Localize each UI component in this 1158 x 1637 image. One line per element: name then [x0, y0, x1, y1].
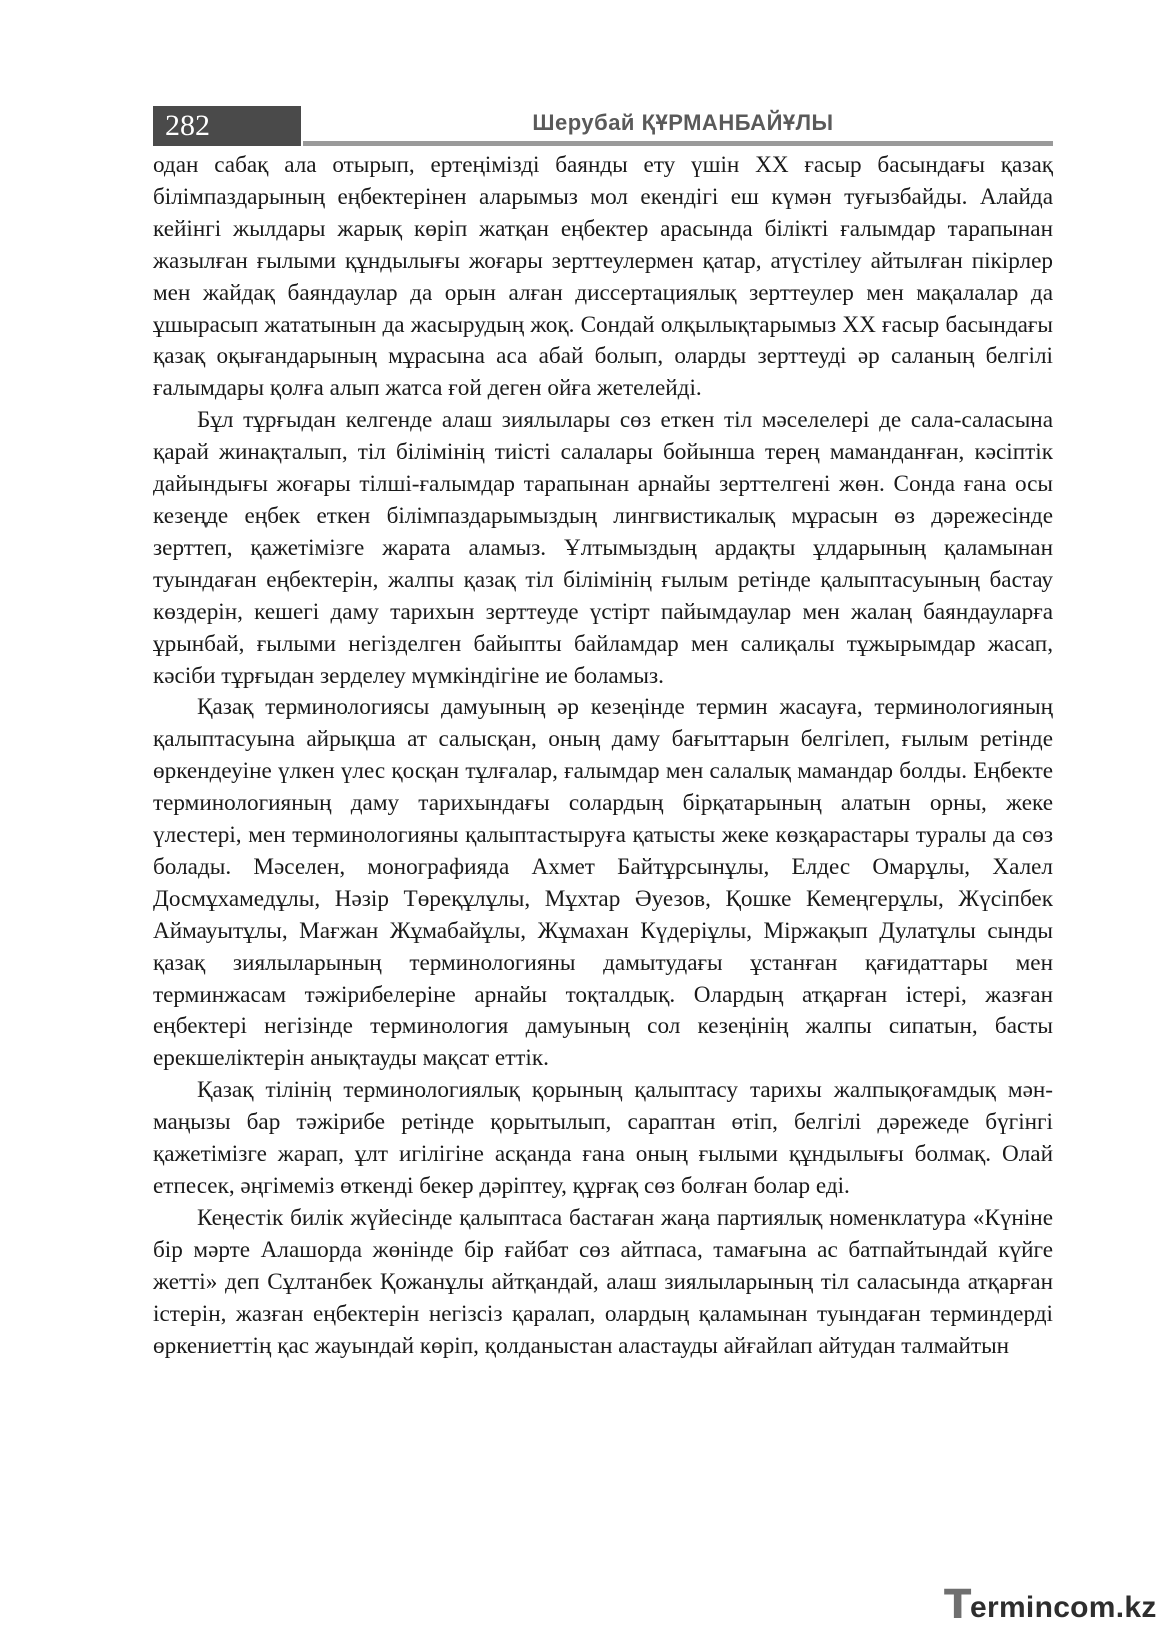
header-rule: [303, 141, 1053, 146]
watermark-text: ermincom.kz: [970, 1591, 1157, 1624]
running-head-author: Шерубай ҚҰРМАНБАЙҰЛЫ: [532, 110, 834, 135]
page-header: [153, 106, 1053, 146]
paragraph: Бұл тұрғыдан келгенде алаш зиялылары сөз еткен тіл мәселелері де сала-саласына қарай жинақталып, тіл білімінің тиісті салалары бойынша терең маманданған, кәсіптік дайындығы жоғары тілші-ғалымдар тарапынан арнайы зерттелгені жөн. Сонда ғана осы кезеңде еңбек еткен білімпаздарымыздың лингвистикалық мұрасын өз дәрежесінде зерттеп, қажетімізге жарата аламыз. Ұлтымыздың ардақты ұлдарының қаламынан туындаған еңбектерін, жалпы қазақ тіл білімінің ғылым ретінде қалыптасуының бастау көздерін, кешегі даму тарихын зерттеуде үстірт пайымдаулар мен жалаң баяндауларға ұрынбай, ғылыми негізделген байыпты байламдар мен салиқалы тұжырымдар жасап, кәсіби тұрғыдан зерделеу мүмкіндігіне ие боламыз.: [153, 407, 1053, 689]
watermark-logo: [944, 1582, 1158, 1632]
paragraph: Кеңестік билік жүйесінде қалыптаса бастаған жаңа партиялық номенклатура «Күніне бір мәрте Алашорда жөнінде бір ғайбат сөз айтпаса, тамағына ас батпайтындай күйге жетті» деп Сұлтанбек Қожанұлы айтқандай, алаш зиялыларының тіл саласында атқарған істерін, жазған еңбектерін негізсіз қаралап, олардың қаламынан туындаған терминдерді өркениеттің қас жауындай көріп, қолданыстан аластауды айғайлап айтудан талмайтын: [153, 1204, 1053, 1359]
body-text: [153, 150, 1053, 1362]
page-number: 282: [165, 109, 210, 142]
page-number-box: [153, 106, 301, 146]
paragraph: одан сабақ ала отырып, ертеңімізді баянды ету үшін XX ғасыр басындағы қазақ білімпаздарының еңбектерінен аларымыз мол екендігі еш күмән туғызбайды. Алайда кейінгі жылдары жарық көріп жатқан еңбектер арасында білікті ғалымдар тарапынан жазылған ғылыми құндылығы жоғары зерттеулермен қатар, атүстілеу айтылған пікірлер мен жайдақ баяндаулар да орын алған диссертациялық зерттеулер мен мақалалар да ұшырасып жататынын да жасырудың жоқ. Сондай олқылықтарымыз XX ғасыр басындағы қазақ оқығандарының мұрасына аса абай болып, оларды зерттеуді әр саланың белгілі ғалымдары қолға алып жатса ғой деген ойға жетелейді.: [153, 152, 1053, 402]
watermark-letter: T: [944, 1582, 972, 1628]
paragraph: Қазақ тілінің терминологиялық қорының қалыптасу тарихы жалпықоғамдық мән-маңызы бар тәжірибе ретінде қорытылып, сараптан өтіп, белгілі дәрежеде бүгінгі қажетімізге жарап, ұлт игілігіне асқанда ғана оның ғылыми құндылығы болмақ. Олай етпесек, әңгімеміз өткенді бекер дәріптеу, құрғақ сөз болған болар еді.: [153, 1077, 1053, 1199]
paragraph: Қазақ терминологиясы дамуының әр кезеңінде термин жасауға, терминологияның қалыптасуына айрықша ат салысқан, оның даму бағыттарын белгілеп, ғылым ретінде өркендеуіне үлкен үлес қосқан тұлғалар, ғалымдар мен салалық мамандар болды. Еңбекте терминологияның даму тарихындағы солардың бірқатарының алатын орны, жеке үлестері, мен терминологияны қалыптастыруға қатысты жеке көзқарастары туралы да сөз болады. Мәселен, монографияда Ахмет Байтұрсынұлы, Елдес Омарұлы, Халел Досмұхамедұлы, Нәзір Төреқұлұлы, Мұхтар Әуезов, Қошке Кемеңгерұлы, Жүсіпбек Аймауытұлы, Мағжан Жұмабайұлы, Жұмахан Күдеріұлы, Міржақып Дулатұлы сынды қазақ зиялыларының терминологияны дамытудағы ұстанған қағидаттары мен терминжасам тәжірибелеріне арнайы тоқталдық. Олардың атқарған істері, жазған еңбектері негізінде терминология дамуының сол кезеңінің жалпы сипатын, басты ерекшеліктерін анықтауды мақсат еттік.: [153, 694, 1053, 1072]
